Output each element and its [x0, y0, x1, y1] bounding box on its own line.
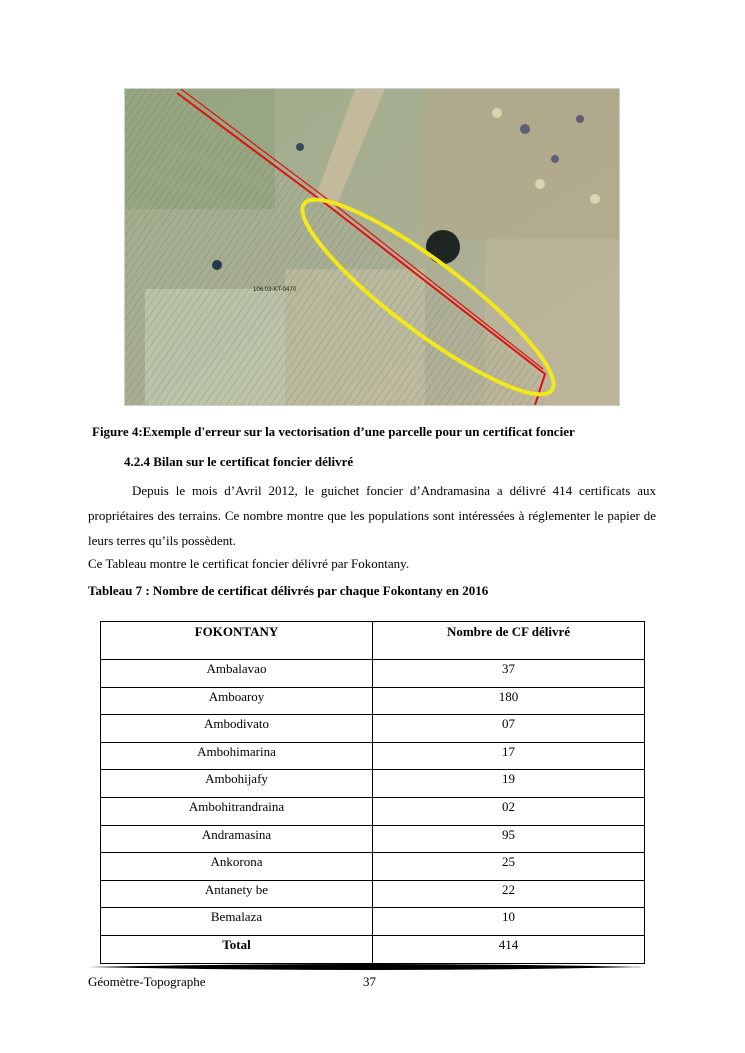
dark-spot	[296, 143, 304, 151]
light-spot	[590, 194, 600, 204]
table-header-row	[101, 622, 645, 660]
column-header-count: Nombre de CF délivré	[373, 622, 645, 660]
count-cell: 95	[373, 825, 645, 853]
table-caption: Tableau 7 : Nombre de certificat délivrés par chaque Fokontany en 2016	[88, 583, 489, 598]
table-row	[101, 660, 645, 688]
fokontany-cell: Ambohimarina	[101, 742, 373, 770]
table-row	[101, 825, 645, 853]
table-intro-text: Ce Tableau montre le certificat foncier délivré par Fokontany.	[88, 556, 410, 571]
count-cell: 17	[373, 742, 645, 770]
footer-rule	[88, 963, 644, 971]
table-row	[101, 880, 645, 908]
light-spot	[535, 179, 545, 189]
dark-spot	[551, 155, 559, 163]
count-cell: 02	[373, 797, 645, 825]
fokontany-cell: Ambalavao	[101, 660, 373, 688]
table-row	[101, 853, 645, 881]
total-label-cell: Total	[101, 935, 373, 963]
table-row	[101, 770, 645, 798]
total-row	[101, 935, 645, 963]
light-spot	[492, 108, 502, 118]
fokontany-cell: Bemalaza	[101, 908, 373, 936]
count-cell: 07	[373, 715, 645, 743]
count-cell: 37	[373, 660, 645, 688]
fokontany-cell: Ambohijafy	[101, 770, 373, 798]
count-cell: 19	[373, 770, 645, 798]
dark-spot	[576, 115, 584, 123]
fokontany-cell: Ambohitrandraina	[101, 797, 373, 825]
count-cell: 180	[373, 687, 645, 715]
section-heading: 4.2.4 Bilan sur le certificat foncier délivré	[124, 454, 354, 469]
table-row	[101, 742, 645, 770]
terrain-patch	[425, 89, 619, 239]
dark-spot	[520, 124, 530, 134]
table-row	[101, 687, 645, 715]
parcel-aerial-image	[124, 88, 620, 406]
fokontany-cell: Antanety be	[101, 880, 373, 908]
count-cell: 10	[373, 908, 645, 936]
parcel-label: 106.03-KT-0470	[253, 287, 297, 293]
page-number: 37	[363, 974, 376, 989]
dark-pond	[426, 230, 460, 264]
table-row	[101, 908, 645, 936]
footer-text: Géomètre-Topographe	[88, 974, 206, 989]
certificate-table	[100, 621, 645, 964]
fokontany-cell: Ambodivato	[101, 715, 373, 743]
count-cell: 22	[373, 880, 645, 908]
fokontany-cell: Amboaroy	[101, 687, 373, 715]
figure-caption: Figure 4:Exemple d'erreur sur la vectorisation d’une parcelle pour un certificat foncier	[92, 424, 575, 439]
table-row	[101, 797, 645, 825]
table-row	[101, 715, 645, 743]
total-count-cell: 414	[373, 935, 645, 963]
fokontany-cell: Andramasina	[101, 825, 373, 853]
fokontany-cell: Ankorona	[101, 853, 373, 881]
count-cell: 25	[373, 853, 645, 881]
column-header-fokontany: FOKONTANY	[101, 622, 373, 660]
body-paragraph: Depuis le mois d’Avril 2012, le guichet foncier d’Andramasina a délivré 414 certificats aux propriétaires des terrains. Ce nombre montre que les populations sont intéressées à réglementer le papier de leurs terres qu’ils possèdent.	[88, 483, 656, 548]
